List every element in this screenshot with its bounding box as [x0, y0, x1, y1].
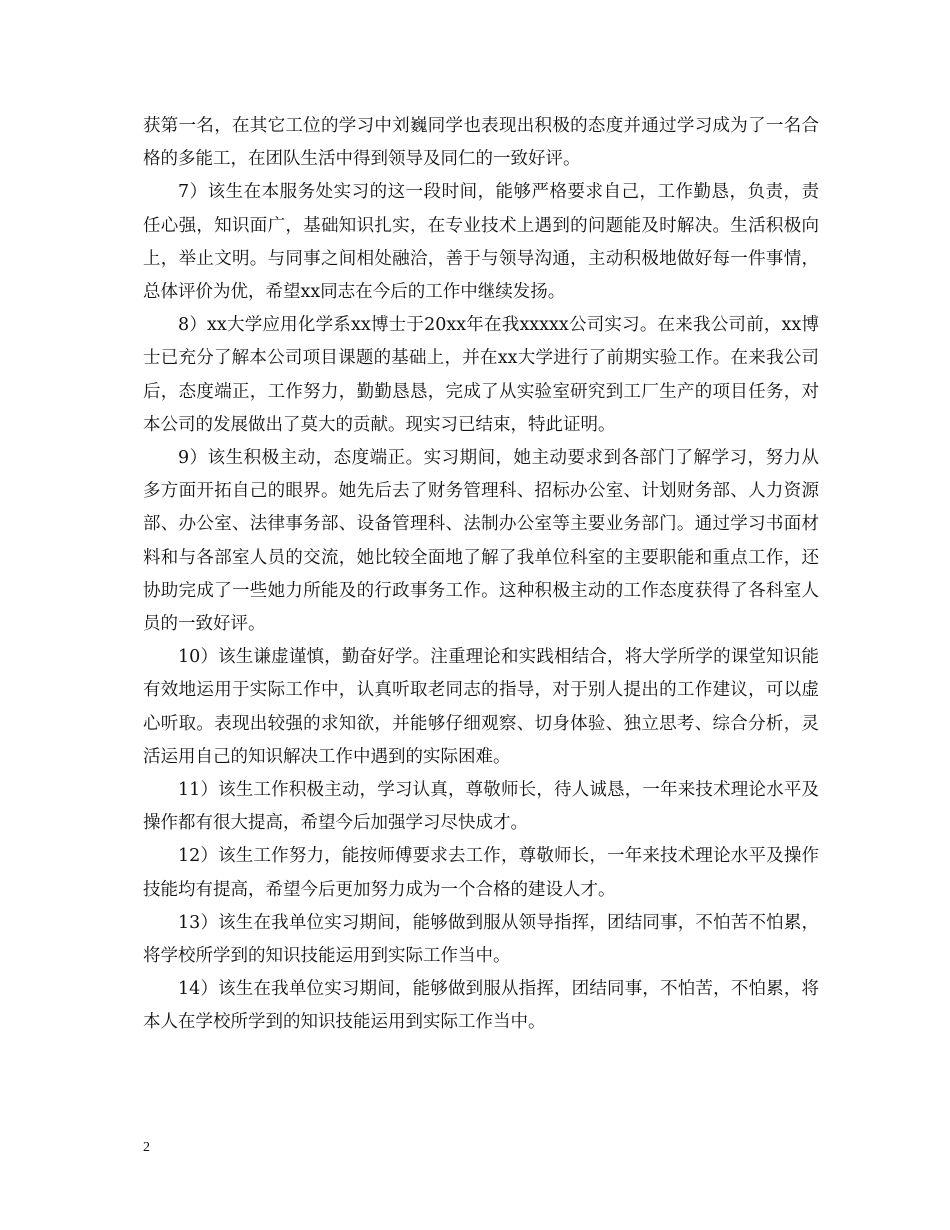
page-number: 2	[143, 1140, 150, 1155]
paragraph-item-11: 11）该生工作积极主动，学习认真，尊敬师长，待人诚恳，一年来技术理论水平及操作都有很大提高，希望今后加强学习尽快成才。	[143, 780, 819, 834]
paragraph-continuation: 获第一名，在其它工位的学习中刘巍同学也表现出积极的态度并通过学习成为了一名合格的多能工，在团队生活中得到领导及同仁的一致好评。	[143, 116, 819, 170]
paragraph-item-13: 13）该生在我单位实习期间，能够做到服从领导指挥，团结同事，不怕苦不怕累，将学校所学到的知识技能运用到实际工作当中。	[143, 912, 819, 967]
paragraph-item-14: 14）该生在我单位实习期间，能够做到服从指挥，团结同事，不怕苦，不怕累，将本人在学校所学到的知识技能运用到实际工作当中。	[143, 979, 819, 1033]
paragraph-item-7: 7）该生在本服务处实习的这一段时间，能够严格要求自己，工作勤恳，负责，责任心强，知识面广，基础知识扎实，在专业技术上遇到的问题能及时解决。生活积极向上，举止文明。与同事之间相处融洽，善于与领导沟通，主动积极地做好每一件事情，总体评价为优，希望xx同志在今后的工作中继续发扬。	[143, 182, 819, 303]
paragraph-item-8: 8）xx大学应用化学系xx博士于20xx年在我xxxxx公司实习。在来我公司前，xx博士已充分了解本公司项目课题的基础上，并在xx大学进行了前期实验工作。在来我公司后，态度端正，工作努力，勤勤恳恳，完成了从实验室研究到工厂生产的项目任务，对本公司的发展做出了莫大的贡献。现实习已结束，特此证明。	[143, 315, 819, 435]
paragraph-item-10: 10）该生谦虚谨慎，勤奋好学。注重理论和实践相结合，将大学所学的课堂知识能有效地运用于实际工作中，认真听取老同志的指导，对于别人提出的工作建议，可以虚心听取。表现出较强的求知欲，并能够仔细观察、切身体验、独立思考、综合分析，灵活运用自己的知识解决工作中遇到的实际困难。	[143, 647, 819, 767]
document-body	[143, 110, 819, 1040]
paragraph-item-9: 9）该生积极主动，态度端正。实习期间，她主动要求到各部门了解学习，努力从多方面开拓自己的眼界。她先后去了财务管理科、招标办公室、计划财务部、人力资源部、办公室、法律事务部、设备管理科、法制办公室等主要业务部门。通过学习书面材料和与各部室人员的交流，她比较全面地了解了我单位科室的主要职能和重点工作，还协助完成了一些她力所能及的行政事务工作。这种积极主动的工作态度获得了各科室人员的一致好评。	[143, 448, 819, 635]
paragraph-item-12: 12）该生工作努力，能按师傅要求去工作，尊敬师长，一年来技术理论水平及操作技能均有提高，希望今后更加努力成为一个合格的建设人才。	[143, 846, 819, 900]
